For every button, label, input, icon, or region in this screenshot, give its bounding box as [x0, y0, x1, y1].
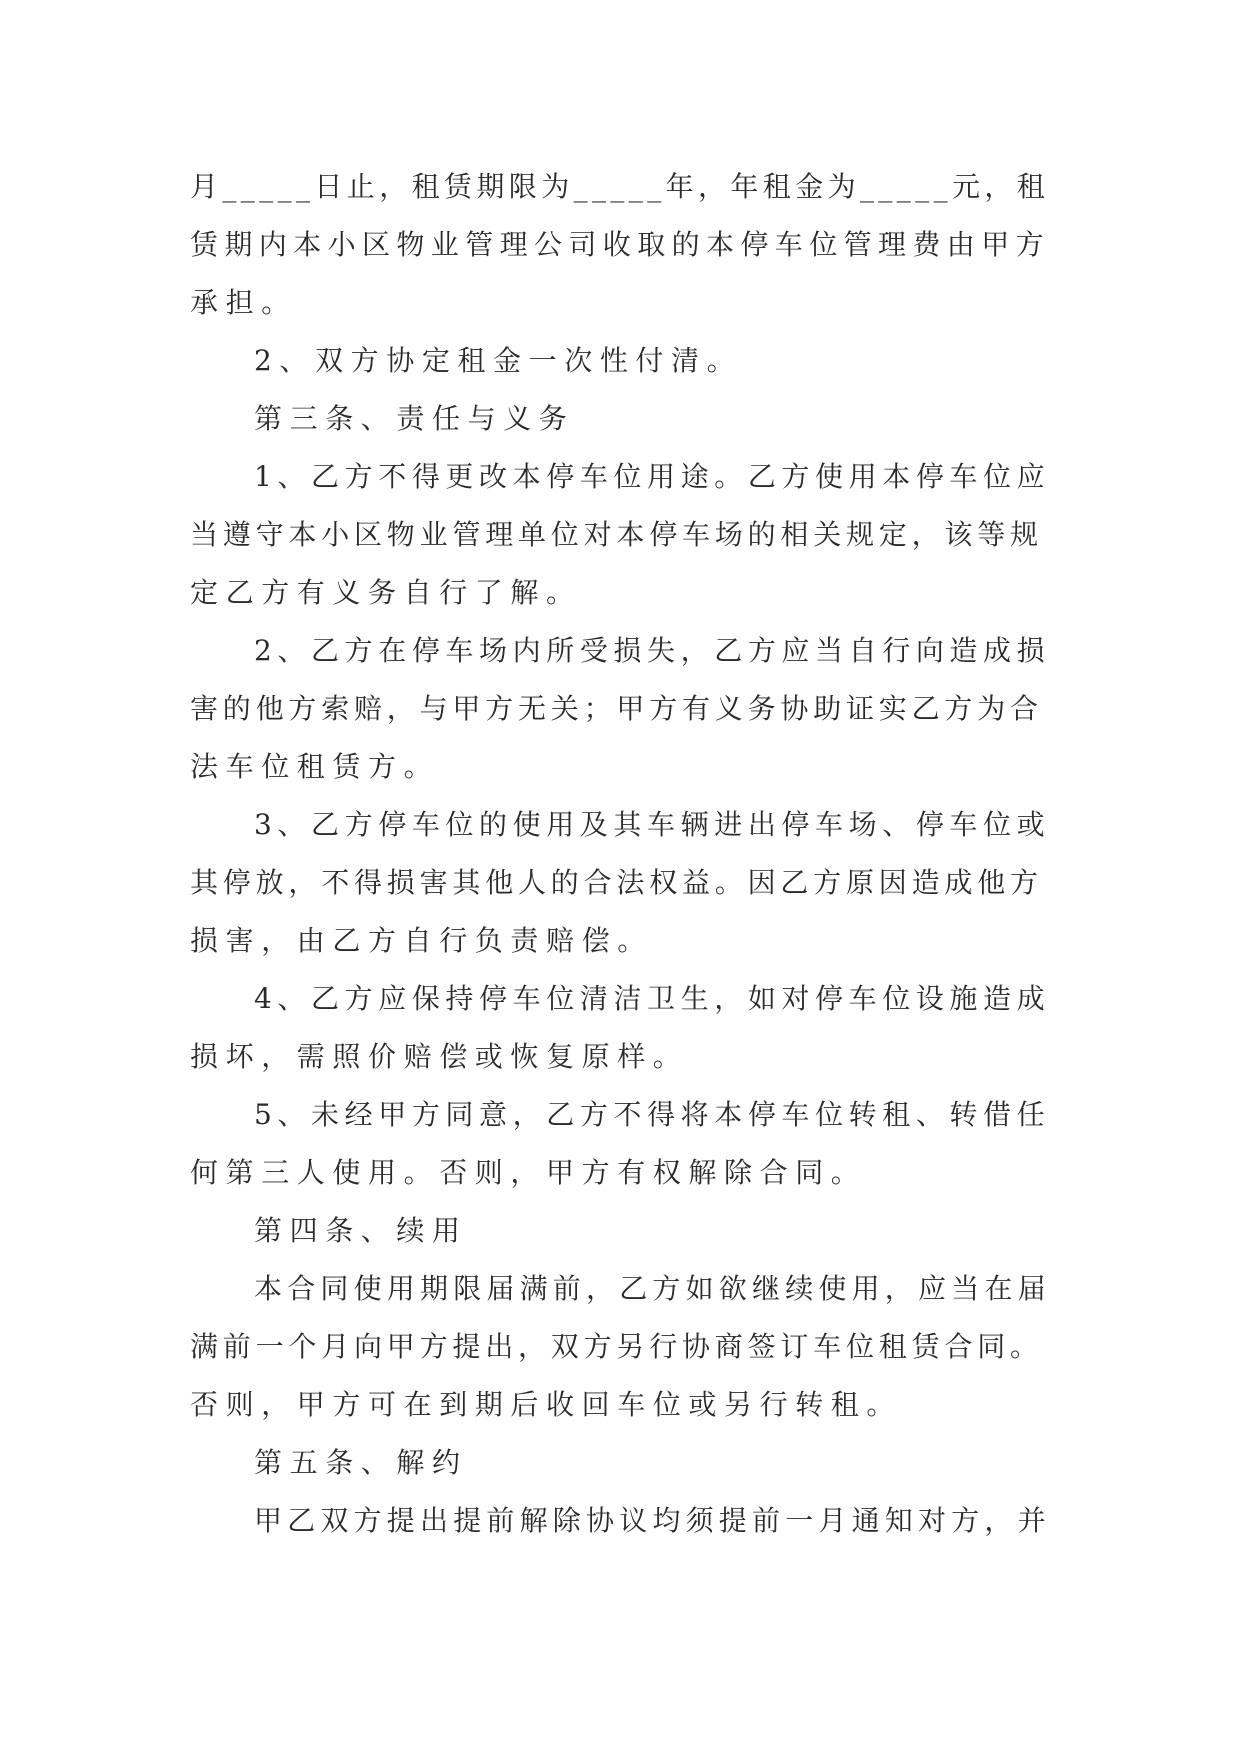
text-line: 4、乙方应保持停车位清洁卫生，如对停车位设施造成	[254, 982, 1051, 1015]
text-line: 赁期内本小区物业管理公司收取的本停车位管理费由甲方	[190, 228, 1051, 261]
text-line: 害的他方索赔，与甲方无关；甲方有义务协助证实乙方为合	[190, 692, 1043, 725]
text-line: 2、乙方在停车场内所受损失，乙方应当自行向造成损	[254, 634, 1051, 667]
text-line: 本合同使用期限届满前，乙方如欲继续使用，应当在届	[254, 1272, 1051, 1305]
text-line: 2、双方协定租金一次性付清。	[254, 344, 743, 377]
text-line: 当遵守本小区物业管理单位对本停车场的相关规定，该等规	[190, 518, 1043, 551]
text-line: 甲乙双方提出提前解除协议均须提前一月通知对方，并	[254, 1504, 1051, 1537]
text-line: 满前一个月向甲方提出，双方另行协商签订车位租赁合同。	[190, 1330, 1043, 1363]
section-heading: 第五条、解约	[254, 1446, 468, 1479]
section-heading: 第四条、续用	[254, 1214, 468, 1247]
text-line: 何第三人使用。否则，甲方有权解除合同。	[190, 1156, 867, 1189]
text-line: 损害，由乙方自行负责赔偿。	[190, 924, 653, 957]
text-line: 月_____日止，租赁期限为_____年，年租金为_____元，租	[190, 170, 1050, 203]
contract-body-text	[190, 158, 1052, 1550]
text-line: 5、未经甲方同意，乙方不得将本停车位转租、转借任	[254, 1098, 1051, 1131]
text-line: 法车位租赁方。	[190, 750, 440, 783]
text-line: 其停放，不得损害其他人的合法权益。因乙方原因造成他方	[190, 866, 1043, 899]
section-heading: 第三条、责任与义务	[254, 402, 575, 435]
text-line: 否则，甲方可在到期后收回车位或另行转租。	[190, 1388, 903, 1421]
text-line: 定乙方有义务自行了解。	[190, 576, 582, 609]
text-line: 承担。	[190, 286, 297, 319]
text-line: 3、乙方停车位的使用及其车辆进出停车场、停车位或	[254, 808, 1051, 841]
text-line: 1、乙方不得更改本停车位用途。乙方使用本停车位应	[254, 460, 1051, 493]
text-line: 损坏，需照价赔偿或恢复原样。	[190, 1040, 689, 1073]
